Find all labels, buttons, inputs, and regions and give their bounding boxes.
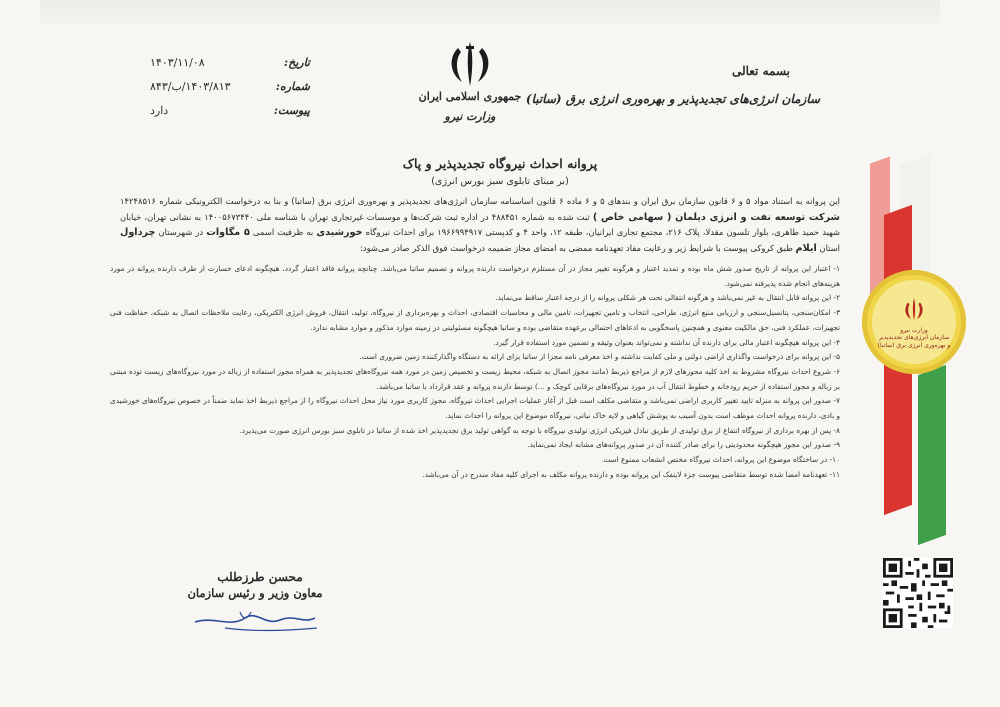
- iran-emblem-icon: [440, 40, 500, 88]
- signatory-name: محسن طرزطلب: [217, 570, 303, 584]
- number-value: ۱۴۰۳/۸۱۳/ب/۸۴۳: [150, 80, 231, 93]
- government-line-1: جمهوری اسلامی ایران: [418, 90, 522, 103]
- province-name: ایلام: [795, 242, 817, 254]
- clause-item: ۱۰- در ساختگاه موضوع این پروانه، احداث نیروگاه مختص انشعاب ممنوع است.: [601, 455, 840, 465]
- number-label: شماره:: [275, 80, 310, 93]
- attachment-row: [150, 104, 310, 117]
- attachment-label: پیوست:: [273, 104, 310, 117]
- clause-item: ۱- اعتبار این پروانه از تاریخ صدور شش ماه بوده و تمدید اعتبار و هرگونه تغییر مجاز در آن مستلزم درخواست دارنده پروانه و تصمیم ساتبا می‌باشد. چنانچه پروانه فاقد اعتبار گردد، هیچگونه ادعای خسارت از طرف دارنده پروانه در مورد هزینه‌های انجام شده پذیرفته نمی‌شود.: [110, 264, 840, 288]
- date-row: [150, 56, 310, 69]
- clause-item: ۹- صدور این مجوز هیچگونه محدودیتی را برای صادر کننده آن در صدور پروانه‌های مشابه ایجاد نمی‌نماید.: [527, 440, 840, 450]
- official-seal: [862, 270, 966, 374]
- clauses-list: [110, 262, 840, 483]
- clause-item: ۲- این پروانه قابل انتقال به غیر نمی‌باشد و هرگونه انتقالی تحت هر شکلی پروانه را از درجه اعتبار ساقط می‌نماید.: [495, 293, 840, 303]
- document-subtitle: (بر مبنای تابلوی سبز بورس انرژی): [431, 176, 569, 187]
- company-name: شرکت توسعه نفت و انرژی دیلمان ( سهامی خاص ): [592, 211, 840, 223]
- document-title: پروانه احداث نیروگاه تجدیدپذیر و پاک: [402, 156, 598, 171]
- intro-part-3: طبق کروکی پیوست با شرایط زیر و رعایت مفاد تعهدنامه ممضی به امضای مجاز ضمیمه درخواست فوق الذکر صادر می‌شود:: [360, 242, 793, 253]
- qr-code-icon: [883, 558, 953, 628]
- document-meta: [150, 56, 310, 128]
- seal-line-2: سازمان انرژی‌های تجدیدپذیر: [878, 334, 950, 342]
- intro-part-2: ثبت شده به شماره ۴۸۸۴۵۱ در اداره ثبت شرکت‌ها و موسسات غیرتجاری تهران با شناسه ملی ۱۴۰۰۵۶۷۳۴۴۰ به نشانی تهران، خیابان شهید حمید طاهری، بلوار تلسون مقدلا، پلاک ۲۱۶، مجتمع تجاری ایرانیان، طبقه ۱۲، واحد ۴ و کدپستی ۱۹۶۶۹۹۴۹۱۷ برای احداث نیروگاه: [120, 211, 841, 237]
- clause-item: ۶- شروع احداث نیروگاه مشروط به اخذ کلیه مجوزهای لازم از مراجع ذیربط (مانند مجوز اتصال به شبکه، محیط زیست و تخصیص زمین در مورد همه نیروگاه‌های تجدیدپذیر به همراه مجوز استفاده از زباله در مورد نیروگاه‌های زیست توده مبتنی بر زباله و مجوز استفاده از حریم رودخانه و خطوط انتقال آب در مورد نیروگاه‌های برقابی کوچک و ...) توسط دارنده پروانه و عقد قرارداد با ساتبا می‌باشد.: [110, 366, 840, 391]
- plant-type: خورشیدی: [316, 227, 363, 238]
- seal-line-1: وزارت نیرو: [900, 326, 928, 334]
- ministry-name: وزارت نیرو: [444, 110, 496, 123]
- intro-paragraph: [120, 194, 840, 256]
- clause-item: ۷- صدور این پروانه به منزله تایید تغییر کاربری اراضی نمی‌باشد و متقاضی مکلف است قبل از آغاز عملیات اجرایی احداث نیروگاه، مجوز کاربری مورد نیاز محل احداث نیروگاه را از مراجع ذیربط اخذ نماید ضمناً در خصوص نیروگاه‌های خورشیدی و بادی، دارنده پروانه احداث موظف است بدون آسیب به پوشش گیاهی و لایه خاک نباتی، نیروگاه موضوع این پروانه را احداث نماید.: [110, 396, 840, 421]
- location-prefix: در شهرستان: [158, 227, 204, 237]
- attachment-value: دارد: [150, 104, 169, 117]
- clause-item: ۸- پس از بهره برداری از نیروگاه انتفاع از برق تولیدی از طریق تبادل فیزیکی انرژی تولیدی نیروگاه با توجه به گواهی تولید برق تجدیدپذیر اخذ شده از ساتبا در تابلوی سبز بورس انرژی صورت می‌پذیرد.: [239, 425, 840, 435]
- intro-part-1: این پروانه به استناد مواد ۵ و ۶ قانون سازمان برق ایران و بندهای ۵ و ۶ ماده ۶ قانون اساسنامه سازمان انرژی‌های تجدیدپذیر و بهره‌وری انرژی برق (ساتبا) و بنا به درخواست الکترونیکی شماره ۱۴۲۴۸۵۱۶: [120, 196, 841, 206]
- signatory-title: معاون وزیر و رئیس سازمان: [187, 586, 323, 600]
- clause-item: ۴- این پروانه هیچگونه اعتبار مالی برای دارنده آن نداشته و نمی‌تواند بعنوان وثیقه و تضمین مورد استفاده قرار گیرد.: [493, 337, 840, 347]
- signature-icon: [185, 598, 325, 638]
- clause-item: ۳- امکان‌سنجی، پتانسیل‌سنجی و ارزیابی منبع انرژی، طراحی، انتخاب و تامین تجهیزات، تامین مالی و محاسبات اقتصادی، احداث و بهره‌برداری از نیروگاه، تولید، انتقال، فروش انرژی الکتریکی، رعایت ملاحظات اتصال به شبکه، حفاظت فنی تجهیزات، عملکرد فنی، حق مالکیت معنوی و همچنین پاسخگویی به ادعاهای احتمالی برعهده متقاضی بوده و ساتبا هیچگونه مسئولیتی در زمینه موارد مذکور و موارد مشابه ندارد.: [110, 308, 840, 332]
- clause-item: ۱۱- تعهدنامه امضا شده توسط متقاضی پیوست جزء لاینفک این پروانه بوده و دارنده پروانه مکلف به اجرای کلیه مفاد مندرج در آن می‌باشد.: [422, 469, 840, 479]
- province-prefix: استان: [819, 242, 840, 253]
- iran-emblem-icon: [899, 295, 929, 325]
- organization-name: سازمان انرژی‌های تجدیدپذیر و بهره‌وری انرژی برق (ساتبا): [525, 92, 820, 106]
- number-row: [150, 80, 310, 93]
- date-label: تاریخ:: [284, 56, 310, 69]
- capacity-prefix: به ظرفیت اسمی: [253, 227, 314, 237]
- header-strip: [40, 0, 940, 24]
- county-name: چرداول: [120, 227, 156, 238]
- bismillah: بسمه تعالی: [731, 64, 790, 78]
- seal-line-3: و بهره‌وری انرژی برق (ساتبا): [877, 341, 951, 349]
- flag-stripe-green: [918, 365, 946, 545]
- capacity-value: ۵ مگاوات: [206, 227, 250, 238]
- date-value: ۱۴۰۳/۱۱/۰۸: [150, 56, 205, 69]
- clause-item: ۵- این پروانه برای درخواست واگذاری اراضی دولتی و ملی کفایت نداشته و اخذ معرفی نامه مجزا از ساتبا برای ارائه به دستگاه واگذارکننده زمین ضروری است.: [359, 352, 840, 362]
